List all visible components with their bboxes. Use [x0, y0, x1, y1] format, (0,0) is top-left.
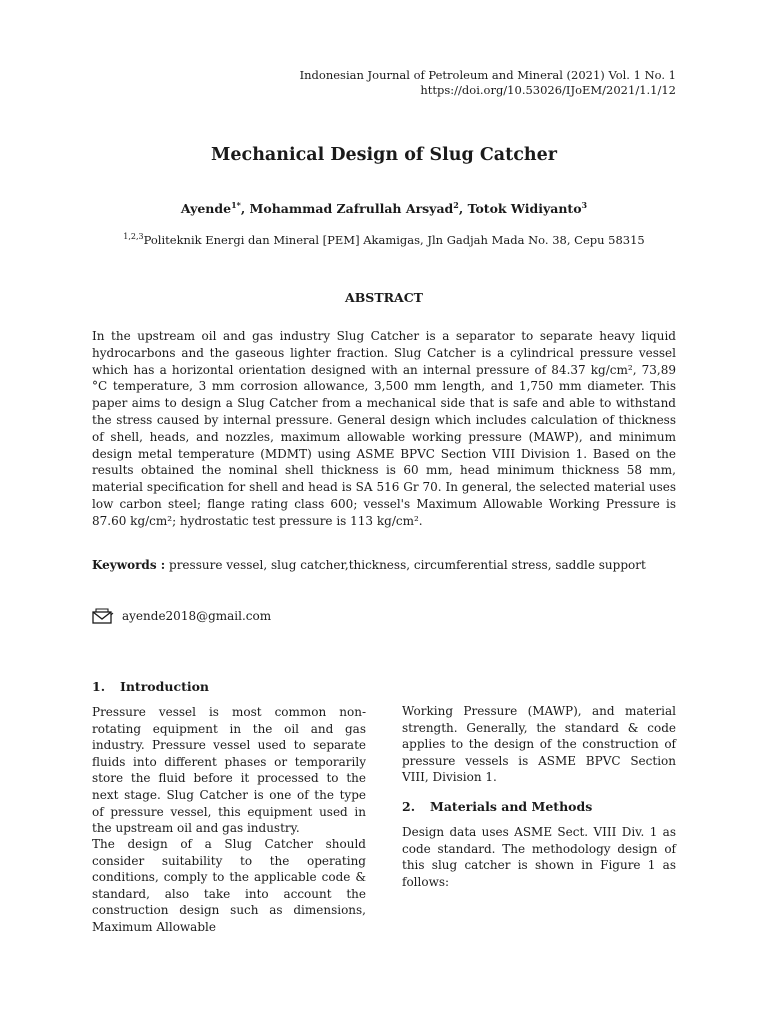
email-link[interactable]: ayende2018@gmail.com: [122, 609, 272, 623]
section-heading-materials: [402, 799, 592, 814]
affiliation-text: Politeknik Energi dan Mineral [PEM] Akamigas, Jln Gadjah Mada No. 38, Cepu 58315: [143, 232, 645, 247]
author-list: Ayende$^{1*}$, Mohammad Zafrullah Arsyad$^2$, Totok Widiyanto$^3$: [180, 200, 588, 217]
abstract-heading: ABSTRACT: [345, 290, 423, 305]
keywords: [92, 558, 676, 572]
section-heading-introduction: [92, 679, 209, 694]
paper-title: Mechanical Design of Slug Catcher: [211, 145, 557, 165]
intro-paragraph-3: Working Pressure (MAWP), and material strength. Generally, the standard & code applies to the design of the construction of pressure vessels is ASME BPVC Section VIII, Division 1.: [402, 704, 676, 785]
author-name: Mohammad Zafrullah Arsyad: [249, 201, 454, 217]
journal-header: [300, 68, 676, 98]
section-title: Materials and Methods: [430, 799, 593, 814]
abstract-text: In the upstream oil and gas industry Slug Catcher is a separator to separate heavy liquid hydrocarbons and the gaseous lighter fraction. Slug Catcher is a cylindrical pressure vessel which has a horizontal orientation designed with an internal pressure of 84.37 kg/cm², 73,89 °C temperature, 3 mm corrosion allowance, 3,500 mm length, and 1,750 mm diameter. This paper aims to design a Slug Catcher from a mechanical side that is safe and able to withstand the stress caused by internal pressure. General design which includes calculation of thickness of shell, heads, and nozzles, maximum allowable working pressure (MAWP), and minimum design metal temperature (MDMT) using ASME BPVC Section VIII Division 1. Based on the results obtained the nominal shell thickness is 60 mm, head minimum thickness 58 mm, material specification for shell and head is SA 516 Gr 70. In general, the selected material uses low carbon steel; flange rating class 600; vessel's Maximum Allowable Working Pressure is 87.60 kg/cm²; hydrostatic test pressure is 113 kg/cm².: [92, 329, 676, 528]
methods-paragraph-1: Design data uses ASME Sect. VIII Div. 1 as code standard. The methodology design of this slug catcher is shown in Figure 1 as follows:: [402, 825, 676, 889]
journal-citation: Indonesian Journal of Petroleum and Mineral (2021) Vol. 1 No. 1: [299, 68, 676, 82]
section-title: Introduction: [120, 679, 210, 694]
author-name: Ayende: [180, 201, 232, 217]
intro-paragraph-1: Pressure vessel is most common non-rotating equipment in the oil and gas industry. Pressure vessel used to separate fluids into different phases or temporarily store the fluid before it processed to the next stage. Slug Catcher is one of the type of pressure vessel, this equipment used in the upstream oil and gas industry.: [92, 705, 366, 836]
section-number: 2.: [402, 799, 416, 814]
section-number: 1.: [92, 679, 106, 694]
author-sup: 1*: [231, 200, 241, 210]
author-sup: 3: [581, 200, 588, 210]
author-sup: 2: [453, 200, 459, 210]
journal-doi[interactable]: https://doi.org/10.53026/IJoEM/2021/1.1/12: [420, 83, 676, 97]
keywords-label: Keywords :: [92, 558, 166, 572]
author-name: Totok Widiyanto: [467, 201, 582, 217]
intro-paragraph-2: The design of a Slug Catcher should consider suitability to the operating conditions, comply to the applicable code & standard, also take into account the construction design such as dimensions, Maximum Allowable: [92, 837, 366, 934]
email-row: [92, 608, 271, 624]
envelope-icon: [92, 608, 114, 624]
affiliation-sup: 1,2,3: [123, 232, 144, 241]
affiliation: [0, 232, 768, 247]
keywords-text: pressure vessel, slug catcher,thickness, circumferential stress, saddle support: [169, 558, 646, 572]
